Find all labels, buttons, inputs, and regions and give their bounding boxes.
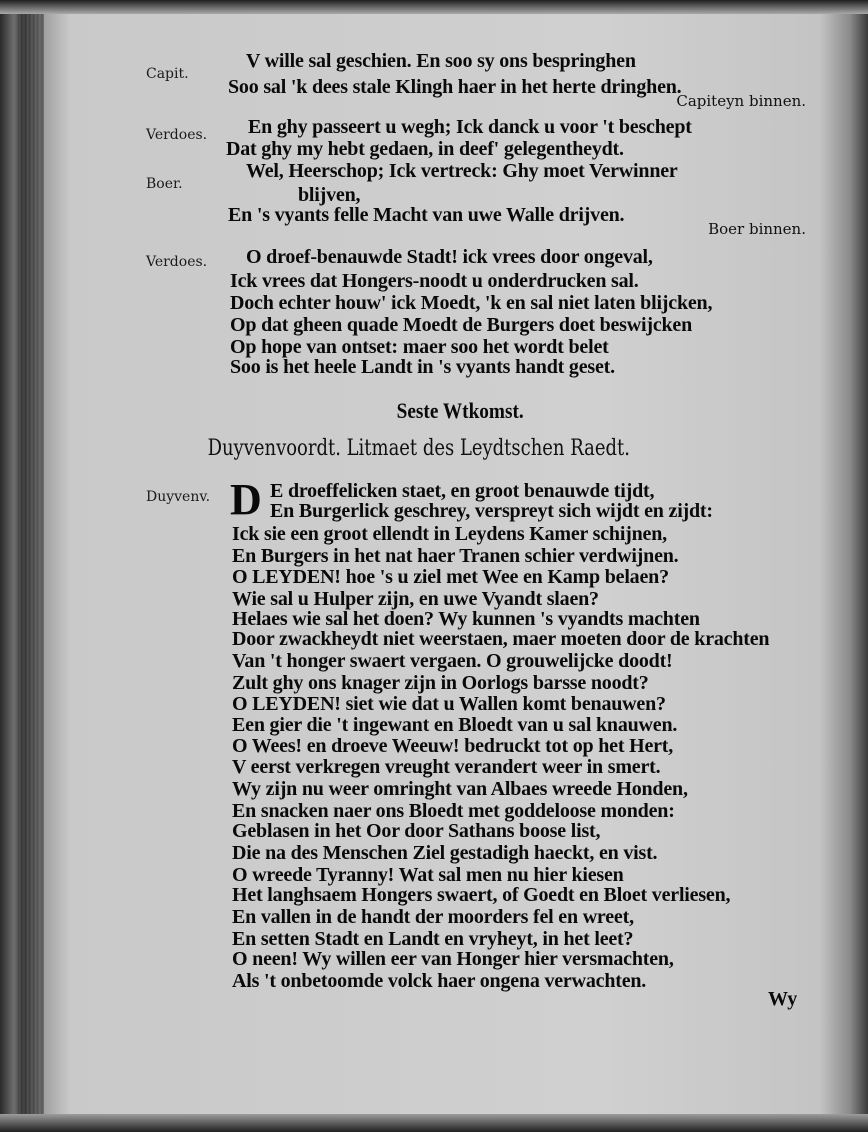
verse-line: blijven, <box>298 184 361 206</box>
verse-line: Wie sal u Hulper zijn, en uwe Vyandt slaen? <box>232 588 599 610</box>
verse-line: Geblasen in het Oor door Sathans boose list, <box>232 820 601 842</box>
verse-line: En Burgerlick geschrey, verspreyt sich wijdt en zijdt: <box>270 500 713 522</box>
verse-line: O Wees! en droeve Weeuw! bedruckt tot op het Hert, <box>232 735 674 757</box>
verse-line: O LEYDEN! hoe 's u ziel met Wee en Kamp belaen? <box>232 566 669 588</box>
stage-direction: Capiteyn binnen. <box>676 92 806 110</box>
verse-line: Die na des Menschen Ziel gestadigh haeckt, en vist. <box>232 842 658 864</box>
verse-line: Van 't honger swaert vergaen. O grouwelijcke doodt! <box>232 650 673 672</box>
verse-line: Ick sie een groot ellendt in Leydens Kamer schijnen, <box>232 523 667 545</box>
stage-direction: Boer binnen. <box>708 220 806 238</box>
verse-line: Als 't onbetoomde volck haer ongena verwachten. <box>232 970 647 992</box>
verse-line: En vallen in de handt der moorders fel en wreet, <box>232 906 634 928</box>
verse-line: Het langhsaem Hongers swaert, of Goedt en Bloet verliesen, <box>232 884 731 906</box>
verse-line: Door zwackheydt niet weerstaen, maer moeten door de krachten <box>232 628 770 650</box>
verse-line: O droef-benauwde Stadt! ick vrees door ongeval, <box>246 246 653 268</box>
verse-line: En setten Stadt en Landt en vryheyt, in het leet? <box>232 928 634 950</box>
speaker-duyvenv: Duyvenv. <box>146 489 211 505</box>
verse-line: Helaes wie sal het doen? Wy kunnen 's vyandts machten <box>232 608 700 630</box>
verse-line: V eerst verkregen vreught verandert weer in smert. <box>232 756 661 778</box>
page-bottom-edge <box>0 1114 868 1132</box>
verse-line: E droeffelicken staet, en groot benauwde tijdt, <box>270 480 655 502</box>
verse-line: O neen! Wy willen eer van Honger hier versmachten, <box>232 948 674 970</box>
verse-line: En 's vyants felle Macht van uwe Walle drijven. <box>228 204 625 226</box>
verse-line: Wel, Heerschop; Ick vertreck: Ghy moet Verwinner <box>246 160 678 182</box>
verse-line: En snacken naer ons Bloedt met goddeloose monden: <box>232 800 675 822</box>
verse-line: Soo is het heele Landt in 's vyants handt geset. <box>230 356 615 378</box>
verse-line: Soo sal 'k dees stale Klingh haer in het herte dringhen. <box>228 76 682 98</box>
verse-line: Dat ghy my hebt gedaen, in deef' gelegentheydt. <box>226 138 624 160</box>
verse-line: Een gier die 't ingewant en Bloedt van u sal knauwen. <box>232 714 678 736</box>
speaker-capit: Capit. <box>146 66 189 82</box>
verse-line: Op hope van ontset: maer soo het wordt belet <box>230 336 609 358</box>
speaker-verdoes-2: Verdoes. <box>146 254 208 270</box>
catchword: Wy <box>768 988 798 1010</box>
verse-line: O wreede Tyranny! Wat sal men nu hier kiesen <box>232 864 624 886</box>
verse-line: En Burgers in het nat haer Tranen schier verdwijnen. <box>232 545 679 567</box>
speaker-verdoes: Verdoes. <box>146 127 208 143</box>
verse-line: Zult ghy ons knager zijn in Oorlogs barsse noodt? <box>232 672 649 694</box>
scene-heading: Duyvenvoordt. Litmaet des Leydtschen Raedt. <box>207 436 630 461</box>
speaker-boer: Boer. <box>146 176 183 192</box>
verse-line: Op dat gheen quade Moedt de Burgers doet beswijcken <box>230 314 693 336</box>
drop-capital: D <box>230 475 262 524</box>
verse-line: Wy zijn nu weer omringht van Albaes wreede Honden, <box>232 778 688 800</box>
verse-line: O LEYDEN! siet wie dat u Wallen komt benauwen? <box>232 693 666 715</box>
section-heading: Seste Wtkomst. <box>396 398 524 423</box>
verse-line: V wille sal geschien. En soo sy ons bespringhen <box>246 50 636 72</box>
verse-line: Ick vrees dat Hongers-noodt u onderdrucken sal. <box>230 270 639 292</box>
book-spine <box>18 0 44 1132</box>
verse-line: Doch echter houw' ick Moedt, 'k en sal niet laten blijcken, <box>230 292 713 314</box>
verse-line: En ghy passeert u wegh; Ick danck u voor 't beschept <box>248 116 692 138</box>
